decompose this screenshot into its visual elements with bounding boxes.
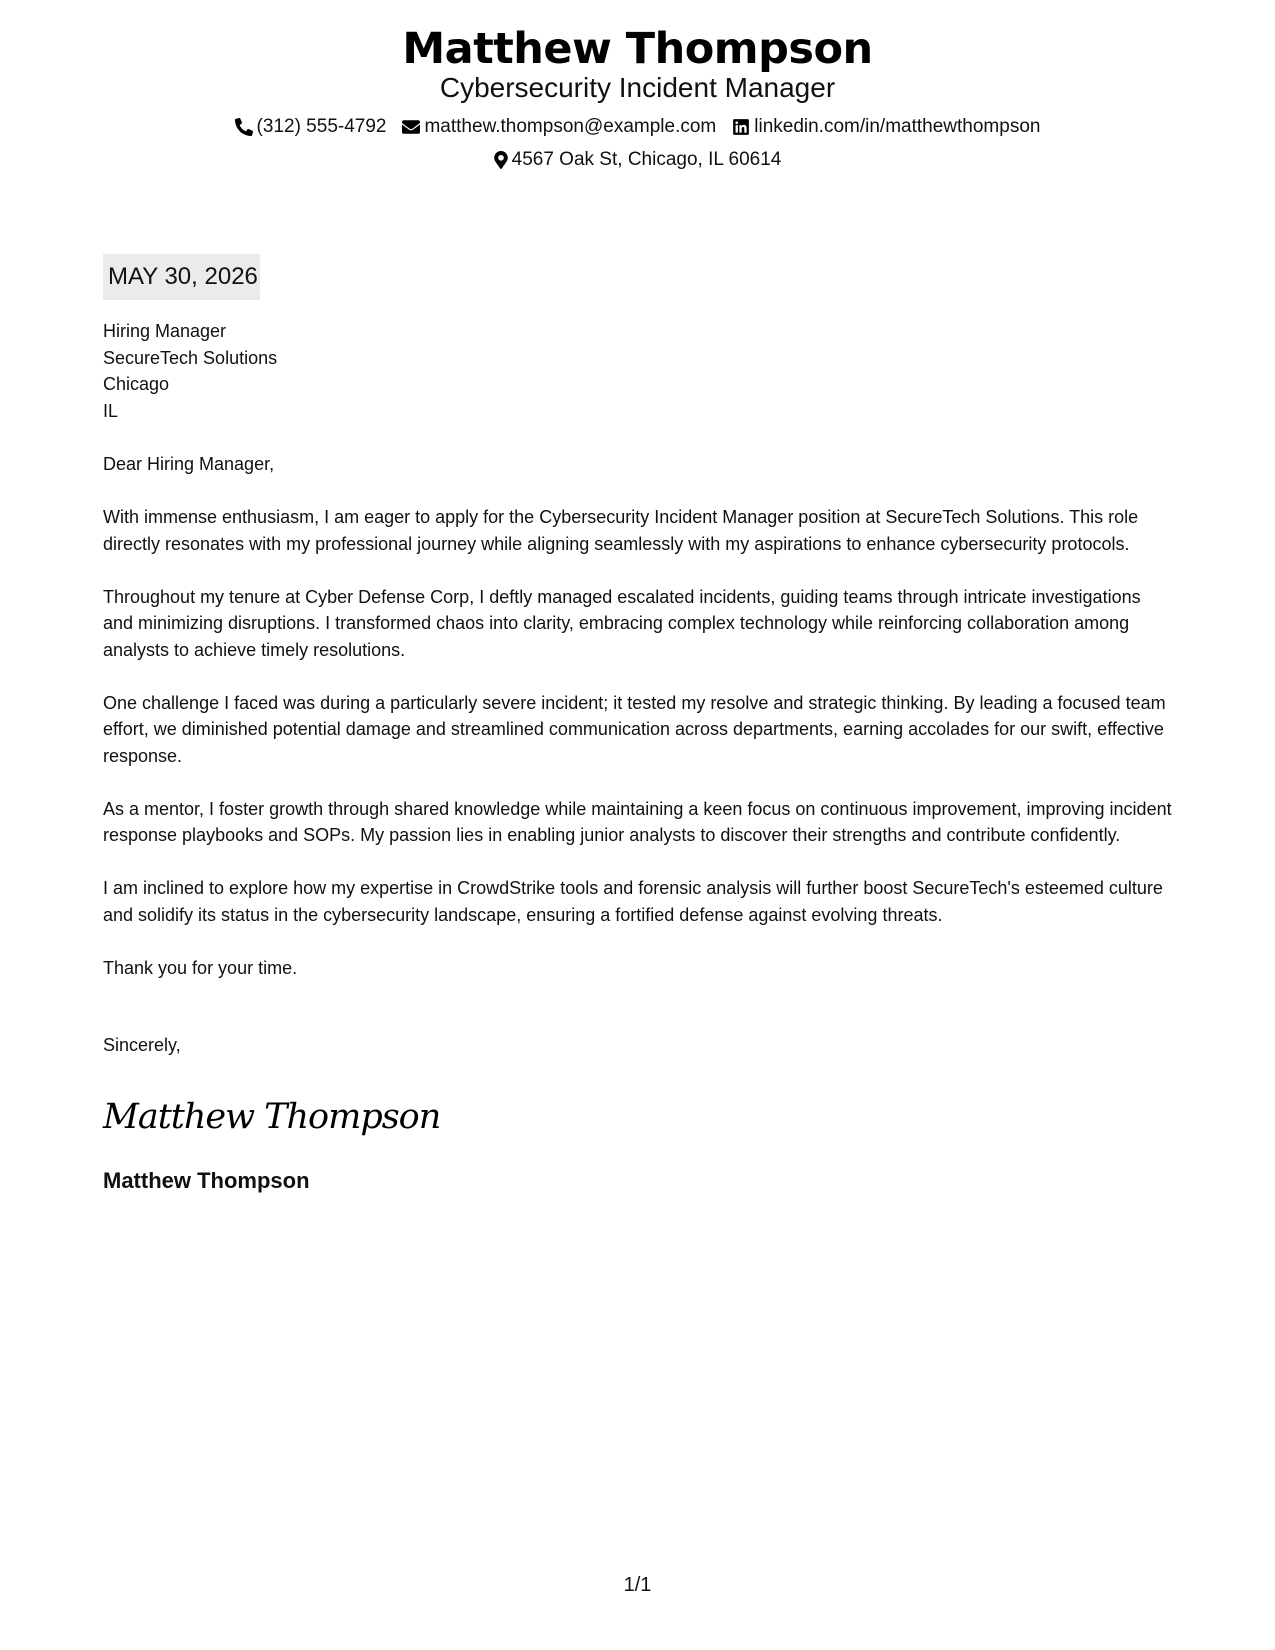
- linkedin-icon: [732, 118, 750, 136]
- handwritten-signature: Matthew Thompson: [103, 1096, 441, 1137]
- phone-text: (312) 555-4792: [256, 116, 387, 137]
- body-paragraph: As a mentor, I foster growth through shared knowledge while maintaining a keen focus on continuous improvement, improving incident response playbooks and SOPs. My passion lies in enabling junior analysts to discover their strengths and contribute confidently.: [103, 798, 1172, 845]
- contact-row: [0, 115, 1275, 139]
- phone-icon: [235, 118, 253, 136]
- linkedin-text: linkedin.com/in/matthewthompson: [754, 116, 1041, 137]
- recipient-line: IL: [103, 400, 119, 421]
- address-row: [0, 148, 1275, 172]
- body-paragraph: I am inclined to explore how my expertise in CrowdStrike tools and forensic analysis will further boost SecureTech's esteemed culture and solidify its status in the cybersecurity landscape, ensuring a fortified defense against evolving threats.: [103, 878, 1163, 925]
- contact-email: [402, 115, 716, 139]
- email-text: matthew.thompson@example.com: [424, 116, 717, 137]
- address-text: 4567 Oak St, Chicago, IL 60614: [511, 149, 782, 170]
- recipient-line: SecureTech Solutions: [103, 347, 278, 368]
- contact-phone: [235, 115, 387, 139]
- applicant-name: Matthew Thompson: [402, 24, 873, 74]
- body-paragraph: With immense enthusiasm, I am eager to apply for the Cybersecurity Incident Manager position at SecureTech Solutions. This role directly resonates with my professional journey while aligning seamlessly with my aspirations to enhance cybersecurity protocols.: [103, 507, 1139, 554]
- applicant-title: Cybersecurity Incident Manager: [439, 72, 836, 103]
- signer-name: Matthew Thompson: [103, 1167, 310, 1193]
- body-paragraph: Thank you for your time.: [103, 957, 298, 978]
- body-paragraph: Throughout my tenure at Cyber Defense Corp, I deftly managed escalated incidents, guiding teams through intricate investigations and minimizing disruptions. I transformed chaos into clarity, embracing complex technology while reinforcing collaboration among analysts to achieve timely resolutions.: [103, 586, 1141, 660]
- contact-address: [494, 148, 782, 172]
- recipient-line: Chicago: [103, 374, 170, 394]
- closing: Sincerely,: [103, 1035, 181, 1055]
- letter-body: [103, 254, 1173, 1195]
- letter-header: [0, 22, 1275, 172]
- body-paragraph: One challenge I faced was during a particularly severe incident; it tested my resolve and strategic thinking. By leading a focused team effort, we diminished potential damage and streamlined communication across departments, earning accolades for our swift, effective response.: [103, 692, 1166, 766]
- recipient-block: [103, 318, 1173, 424]
- page-number: 1/1: [623, 1574, 652, 1596]
- envelope-icon: [402, 118, 420, 136]
- map-marker-icon: [494, 151, 508, 169]
- greeting: Dear Hiring Manager,: [103, 454, 275, 474]
- contact-linkedin: [732, 115, 1040, 139]
- letter-date: MAY 30, 2026: [103, 254, 260, 300]
- recipient-line: Hiring Manager: [103, 321, 227, 341]
